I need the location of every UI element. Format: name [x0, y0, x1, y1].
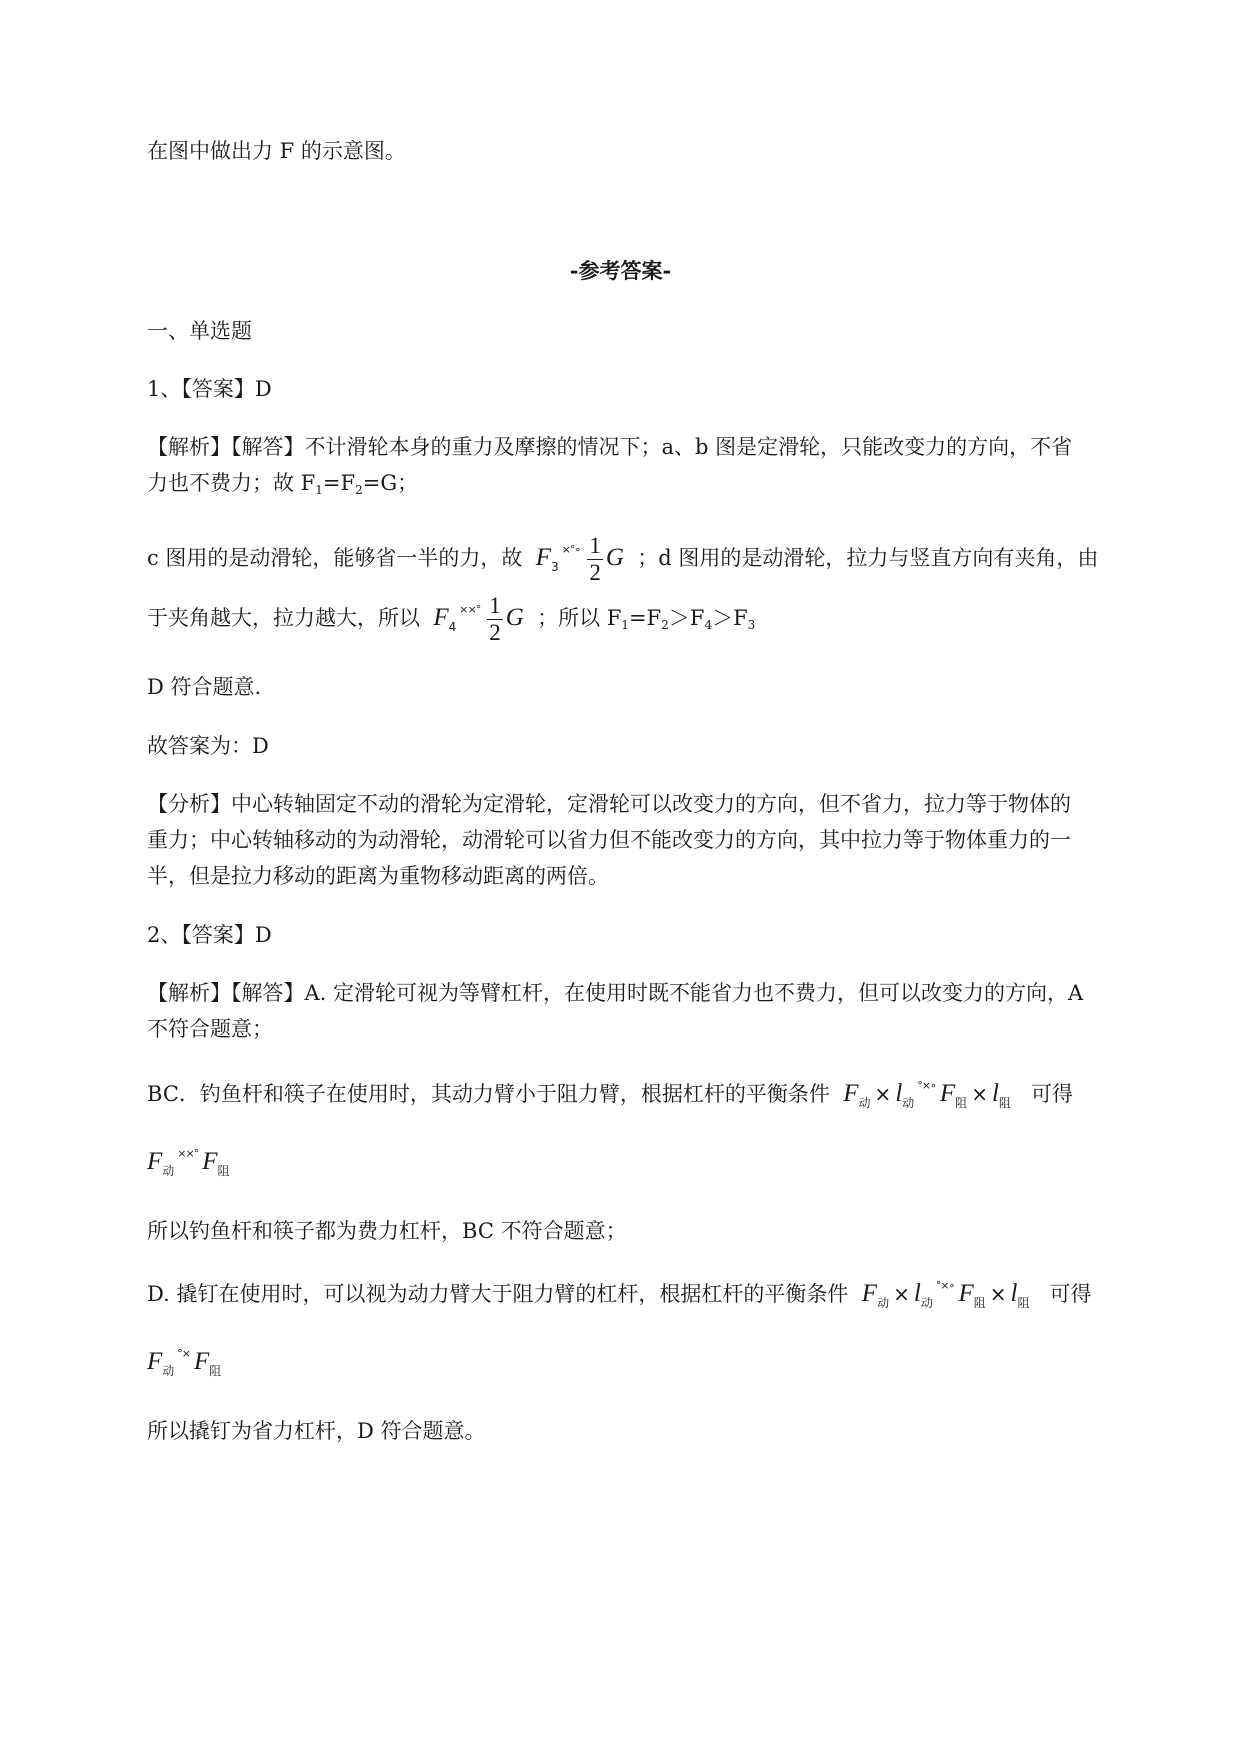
- math-subscript: 阻: [217, 1164, 230, 1178]
- q1-answer: 1、【答案】D: [147, 377, 272, 401]
- broken-glyph: ×°∘: [561, 543, 581, 556]
- q2-a-line1: 【解析】【解答】A. 定滑轮可视为等臂杠杆，在使用时既不能省力也不费力，但可以改变力的方向，A: [147, 981, 1084, 1005]
- text-run: ＞: [712, 606, 734, 630]
- math-subscript: 动: [920, 1296, 933, 1310]
- math-l: l: [1010, 1280, 1018, 1307]
- subscript: 2: [355, 483, 363, 497]
- math-f: F: [433, 604, 449, 631]
- math-g: G: [605, 544, 624, 571]
- math-subscript: 阻: [955, 1096, 968, 1110]
- fraction-numerator: 1: [589, 533, 601, 558]
- answer-title: -参考答案-: [569, 258, 672, 283]
- text-run: c 图用的是动滑轮，能够省一半的力，故: [147, 546, 523, 570]
- math-g: G: [505, 604, 524, 631]
- math-f: F: [194, 1348, 210, 1375]
- broken-glyph: ××°: [459, 603, 481, 616]
- text-run: ；所以 F: [537, 606, 622, 630]
- section-heading: 一、单选题: [147, 319, 252, 343]
- subscript: 3: [747, 618, 756, 632]
- math-f: F: [535, 544, 552, 571]
- q2-d-line: [147, 1272, 1147, 1316]
- text-run: D. 撬钉在使用时，可以视为动力臂大于阻力臂的杠杆，根据杠杆的平衡条件: [147, 1282, 849, 1306]
- q1-final: 故答案为：D: [147, 734, 269, 758]
- q1-d-line: 于夹角越大，拉力越大，所以 $F_4^{\times\times^\circ}$ $\frac{1}{2}$ G ；所以 $F_1=F_2>F_4>F_3$: [147, 593, 756, 645]
- math-f: F: [861, 1280, 878, 1307]
- math-f: F: [843, 1080, 859, 1107]
- fraction: [487, 593, 503, 646]
- math-subscript: 动: [902, 1096, 915, 1110]
- broken-glyph: ××°: [177, 1147, 199, 1160]
- math-subscript: 阻: [209, 1364, 222, 1378]
- q2-bc-line: [147, 1072, 1147, 1116]
- math-l: l: [895, 1080, 903, 1107]
- text-run: =: [629, 606, 647, 630]
- q1-c-line: [147, 528, 1147, 588]
- math-l: l: [913, 1280, 921, 1307]
- broken-glyph: °×∘: [917, 1079, 936, 1092]
- top-text: 在图中做出力 F 的示意图。: [147, 139, 406, 163]
- q2-bc-conclusion: 所以钓鱼杆和筷子都为费力杠杆，BC 不符合题意；: [147, 1219, 627, 1243]
- fraction-denominator: 2: [489, 620, 501, 645]
- text-run: 可得: [1030, 1082, 1073, 1106]
- math-f: F: [147, 1348, 163, 1375]
- subscript: 1: [315, 483, 323, 497]
- q1-explanation-line1: 【解析】【解答】不计滑轮本身的重力及摩擦的情况下；a、b 图是定滑轮，只能改变力的方向，不省: [147, 435, 1073, 459]
- fraction-denominator: 2: [589, 560, 601, 585]
- q1-analysis-line1: 【分析】中心转轴固定不动的滑轮为定滑轮，定滑轮可以改变力的方向，但不省力，拉力等于物体的: [147, 792, 1071, 816]
- math-subscript: 动: [877, 1296, 890, 1310]
- q2-d-formula: [147, 1340, 1147, 1384]
- broken-glyph: °×∘: [935, 1279, 955, 1292]
- text-run: ＞: [668, 606, 690, 630]
- math-l: l: [991, 1080, 999, 1107]
- math-f: F: [958, 1280, 974, 1307]
- subscript: 2: [661, 618, 669, 632]
- math-subscript: 阻: [1017, 1296, 1030, 1310]
- text-run: =G；: [362, 471, 419, 495]
- q2-d-conclusion: 所以撬钉为省力杠杆，D 符合题意。: [147, 1419, 486, 1443]
- q1-analysis-line3: 半，但是拉力移动的距离为重物移动距离的两倍。: [147, 864, 609, 888]
- subscript: 4: [704, 618, 713, 632]
- broken-glyph: °×: [177, 1347, 191, 1360]
- text-run: 可得: [1049, 1282, 1092, 1306]
- math-subscript: 阻: [998, 1096, 1011, 1110]
- math-subscript: 动: [162, 1364, 175, 1378]
- math-f: F: [202, 1148, 218, 1175]
- q2-bc-formula: [147, 1140, 1147, 1184]
- text-run: 于夹角越大，拉力越大，所以: [147, 606, 420, 630]
- q1-explanation-line2: 力也不费力；故 $F_1=F_2=G$；: [147, 471, 419, 497]
- math-subscript: 动: [858, 1096, 871, 1110]
- text-run: BC．钓鱼杆和筷子在使用时，其动力臂小于阻力臂，根据杠杆的平衡条件: [147, 1082, 830, 1106]
- q1-analysis-line2: 重力；中心转轴移动的为动滑轮，动滑轮可以省力但不能改变力的方向，其中拉力等于物体重力的一: [147, 828, 1071, 852]
- math-f: F: [147, 1148, 163, 1175]
- math-times: ×: [893, 1282, 910, 1306]
- text-run: ；d 图用的是动滑轮，拉力与竖直方向有夹角，由: [637, 546, 1099, 570]
- q2-answer: 2、【答案】D: [147, 923, 272, 947]
- math-subscript: 阻: [973, 1296, 986, 1310]
- text-run: =: [322, 471, 341, 495]
- math-times: ×: [971, 1082, 988, 1106]
- subscript: 1: [621, 618, 630, 632]
- math-subscript: 动: [162, 1164, 175, 1178]
- fraction: [587, 533, 603, 586]
- fraction-numerator: 1: [489, 593, 501, 618]
- q2-a-line2: 不符合题意；: [147, 1017, 273, 1041]
- math-subscript: 3: [551, 560, 559, 574]
- math-subscript: 4: [448, 620, 457, 634]
- q1-conclusion: D 符合题意.: [147, 675, 262, 699]
- text-run: 力也不费力；故 F: [147, 471, 316, 495]
- math-times: ×: [874, 1082, 892, 1106]
- math-times: ×: [989, 1282, 1007, 1306]
- math-f: F: [939, 1080, 956, 1107]
